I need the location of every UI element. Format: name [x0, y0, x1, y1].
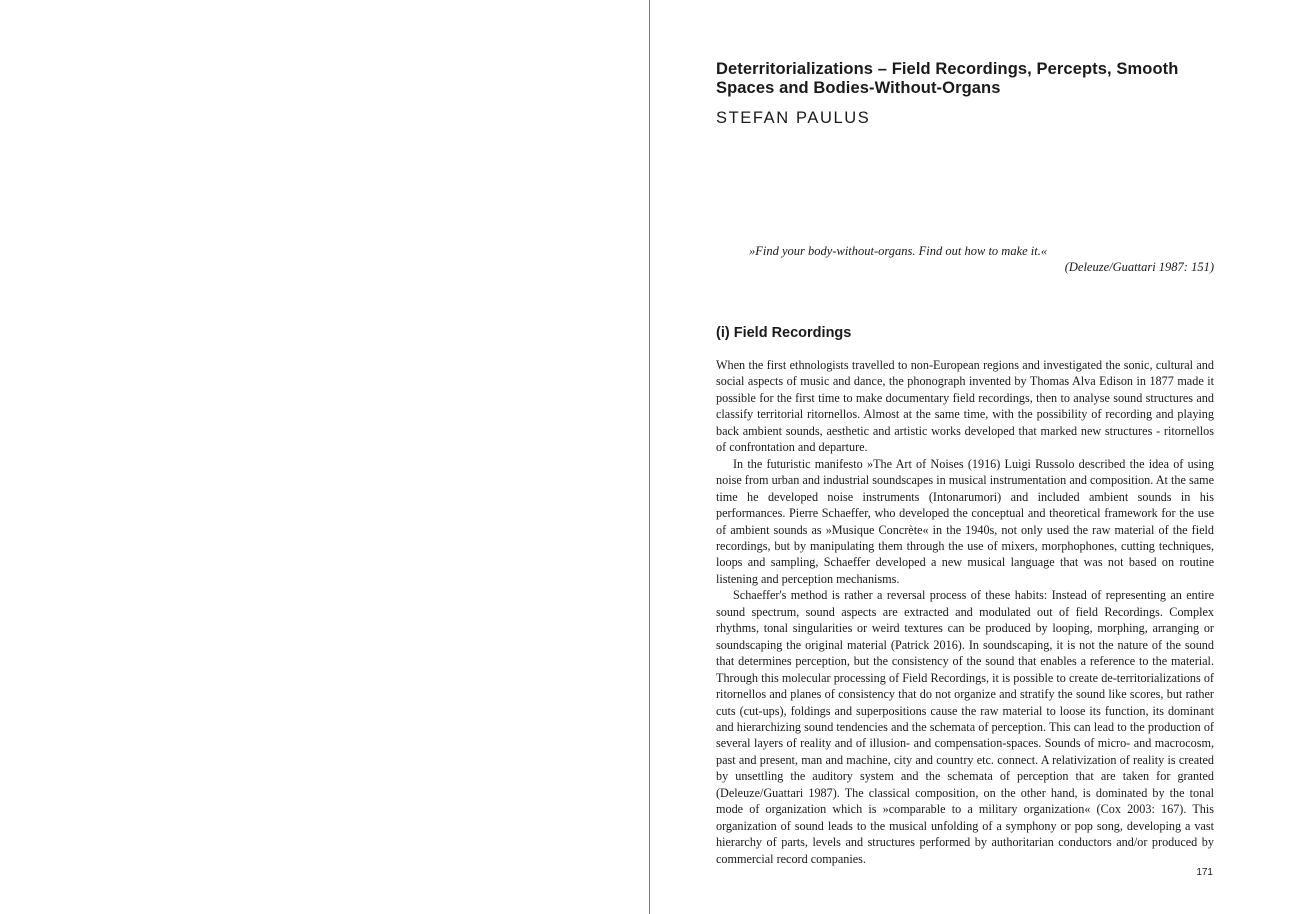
article-title: Deterritorializations – Field Recordings, Percepts, Smooth Spaces and Bodies-Without-Organs	[716, 60, 1179, 97]
body-paragraph-3: Schaeffer's method is rather a reversal process of these habits: Instead of representing an entire sound spectrum, sound aspects are extracted and modulated out of field Recordings. Complex rhythms, tonal singularities or weird textures can be produced by looping, morphing, arranging or soundscaping the original material (Patrick 2016). In soundscaping, it is not the nature of the sound that determines perception, but the consistency of the sound that enables a reference to the material. Through this molecular processing of Field Recordings, it is possible to create de-territorializations of ritornellos and planes of consistency that do not organize and stratify the sound like scores, but rather cuts (cut-ups), foldings and superpositions cause the raw material to loose its function, its dominant and hierarchizing sound tendencies and the schemata of perception. This can lead to the production of several layers of reality and of illusion- and compensation-spaces. Sounds of micro- and macrocosm, past and present, man and machine, city and country etc. connect. A relativization of reality is created by unsettling the auditory system and the schemata of perception that are taken for granted (Deleuze/Guattari 1987). The classical composition, on the other hand, is dominated by the tonal mode of organization which is »comparable to a military organization« (Cox 2003: 167). This organization of sound leads to the musical unfolding of a symphony or pop song, developing a vast hierarchy of parts, levels and structures performed by authoritarian conductors and/or produced by commercial record companies.	[716, 588, 1214, 866]
page-number: 171	[1196, 867, 1213, 878]
section-heading: (i) Field Recordings	[716, 325, 852, 341]
epigraph-quote: »Find your body-without-organs. Find out how to make it.«	[749, 244, 1048, 258]
epigraph-citation: (Deleuze/Guattari 1987: 151)	[1064, 260, 1214, 274]
section-body	[716, 357, 1214, 867]
left-page-blank	[0, 0, 649, 914]
article-author: STEFAN PAULUS	[716, 109, 871, 127]
body-paragraph-2: In the futuristic manifesto »The Art of Noises (1916) Luigi Russolo described the idea of using noise from urban and industrial soundscapes in musical instrumentation and composition. At the same time he developed noise instruments (Intonarumori) and included ambient sounds in his performances. Pierre Schaeffer, who developed the conceptual and theoretical framework for the use of ambient sounds as »Musique Concrète« in the 1940s, not only used the raw material of the field recordings, but by manipulating them through the use of mixers, morphophones, cutting techniques, loops and sampling, Schaeffer developed a new musical language that was not based on routine listening and perception mechanisms.	[716, 456, 1214, 586]
right-page	[650, 0, 1299, 914]
body-paragraph-1: When the first ethnologists travelled to non-European regions and investigated the sonic, cultural and social aspects of music and dance, the phonograph invented by Thomas Alva Edison in 1877 made it possible for the first time to make documentary field recordings, then to analyse sound structures and classify territorial ritornellos. Almost at the same time, with the possibility of recording and playing back ambient sounds, aesthetic and artistic works developed that marked new structures - ritornellos of confrontation and departure.	[716, 358, 1214, 455]
